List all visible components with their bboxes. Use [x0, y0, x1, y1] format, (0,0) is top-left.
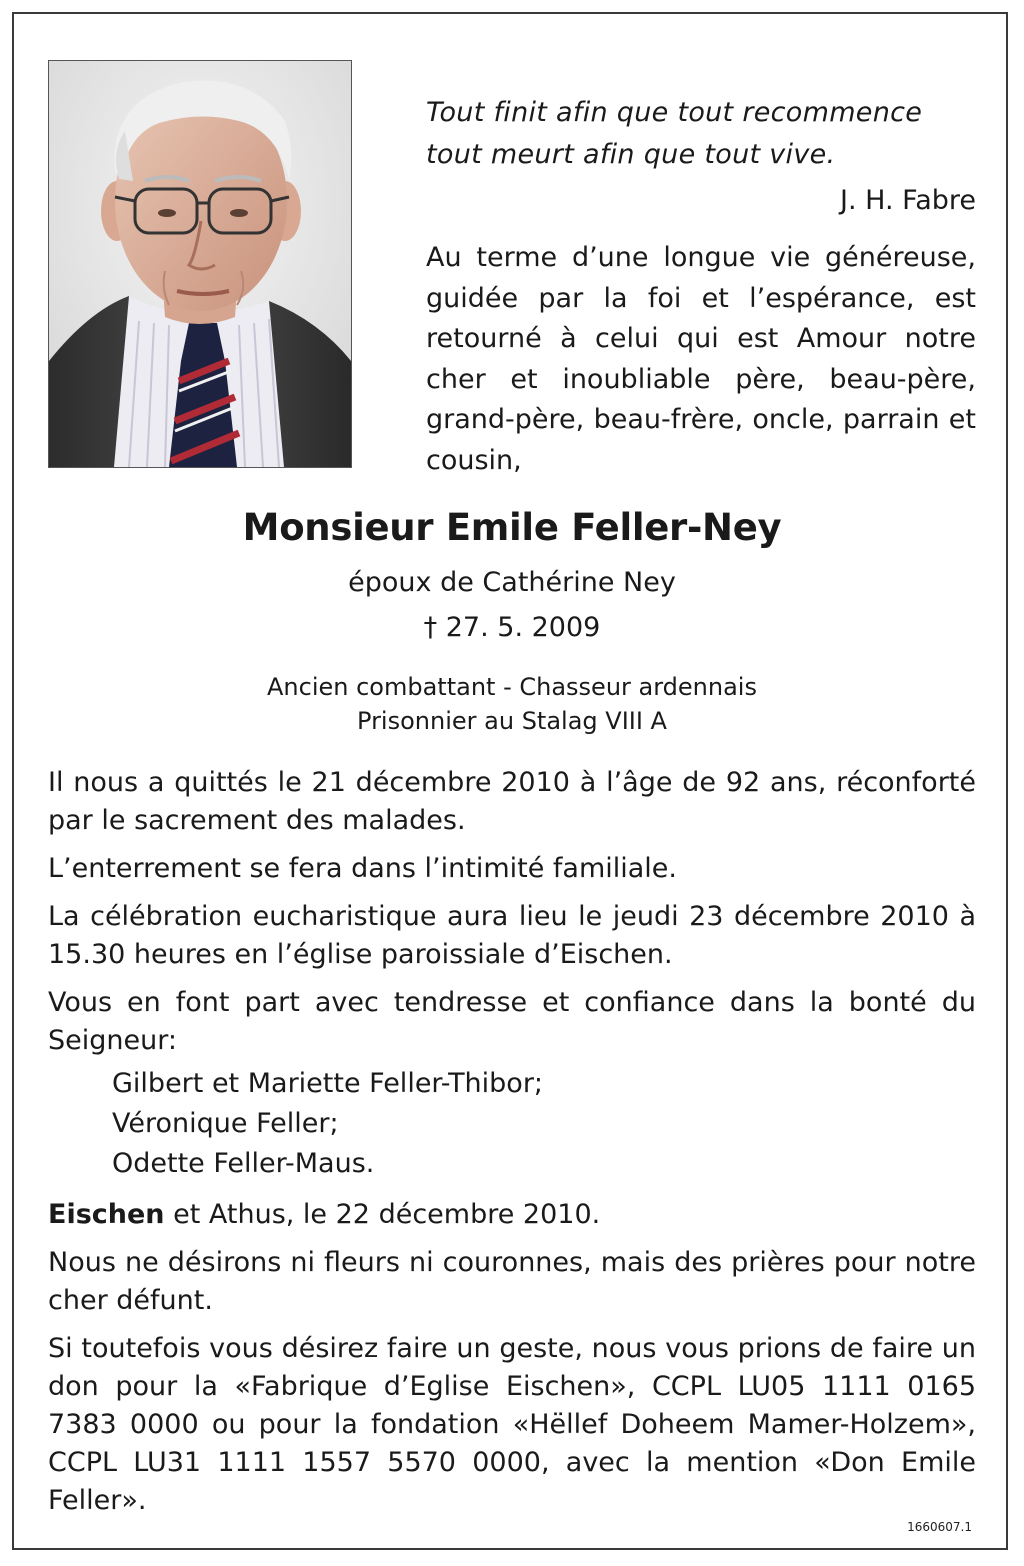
spouse-line: époux de Cathérine Ney: [348, 567, 676, 598]
donation-note: Si toutefois vous désirez faire un geste, nous vous prions de faire un don pour la «Fabrique d’Eglise Eischen», CCPL LU05 1111 0165 7383 0000 ou pour la fondation «Hëllef Doheem Mamer-Holzem», CCPL LU31 1111 1557 5570 0000, avec la mention «Don Emile Feller».: [48, 1333, 976, 1516]
quote-author: J. H. Fabre: [840, 185, 976, 216]
reference-number: 1660607.1: [907, 1520, 972, 1534]
family-member: Véronique Feller;: [112, 1108, 339, 1139]
deceased-name: Monsieur Emile Feller-Ney: [242, 506, 782, 549]
honorary-titles: [0, 670, 1024, 738]
family-member: Odette Feller-Maus.: [112, 1148, 375, 1179]
epigraph-quote: [426, 92, 976, 176]
quote-line: tout meurt afin que tout vive.: [426, 139, 836, 170]
intro-paragraph: Au terme d’une longue vie généreuse, guidée par la foi et l’espérance, est retourné à celui qui est Amour notre cher et inoubliable père, beau-père, grand-père, beau-frère, oncle, parrain et cousin,: [426, 242, 976, 476]
flowers-note: Nous ne désirons ni fleurs ni couronnes, mais des prières pour notre cher défunt.: [48, 1247, 976, 1316]
place-date-line: [48, 1196, 976, 1234]
death-announcement: Il nous a quittés le 21 décembre 2010 à l’âge de 92 ans, réconforté par le sacrement des malades.: [48, 767, 976, 836]
notice-body: [48, 764, 976, 1530]
title-line: Prisonnier au Stalag VIII A: [357, 707, 667, 735]
family-list: [112, 1064, 976, 1184]
portrait-photo: [48, 60, 352, 468]
family-intro: Vous en font part avec tendresse et confiance dans la bonté du Seigneur:: [48, 987, 976, 1056]
place-name: Eischen: [48, 1199, 165, 1230]
family-member: Gilbert et Mariette Feller-Thibor;: [112, 1068, 544, 1099]
title-line: Ancien combattant - Chasseur ardennais: [267, 673, 757, 701]
quote-line: Tout finit afin que tout recommence: [426, 97, 923, 128]
spouse-death-date: † 27. 5. 2009: [423, 612, 601, 643]
place-date: et Athus, le 22 décembre 2010.: [164, 1199, 601, 1230]
burial-note: L’enterrement se fera dans l’intimité familiale.: [48, 853, 678, 884]
mass-announcement: La célébration eucharistique aura lieu le jeudi 23 décembre 2010 à 15.30 heures en l’église paroissiale d’Eischen.: [48, 901, 976, 970]
